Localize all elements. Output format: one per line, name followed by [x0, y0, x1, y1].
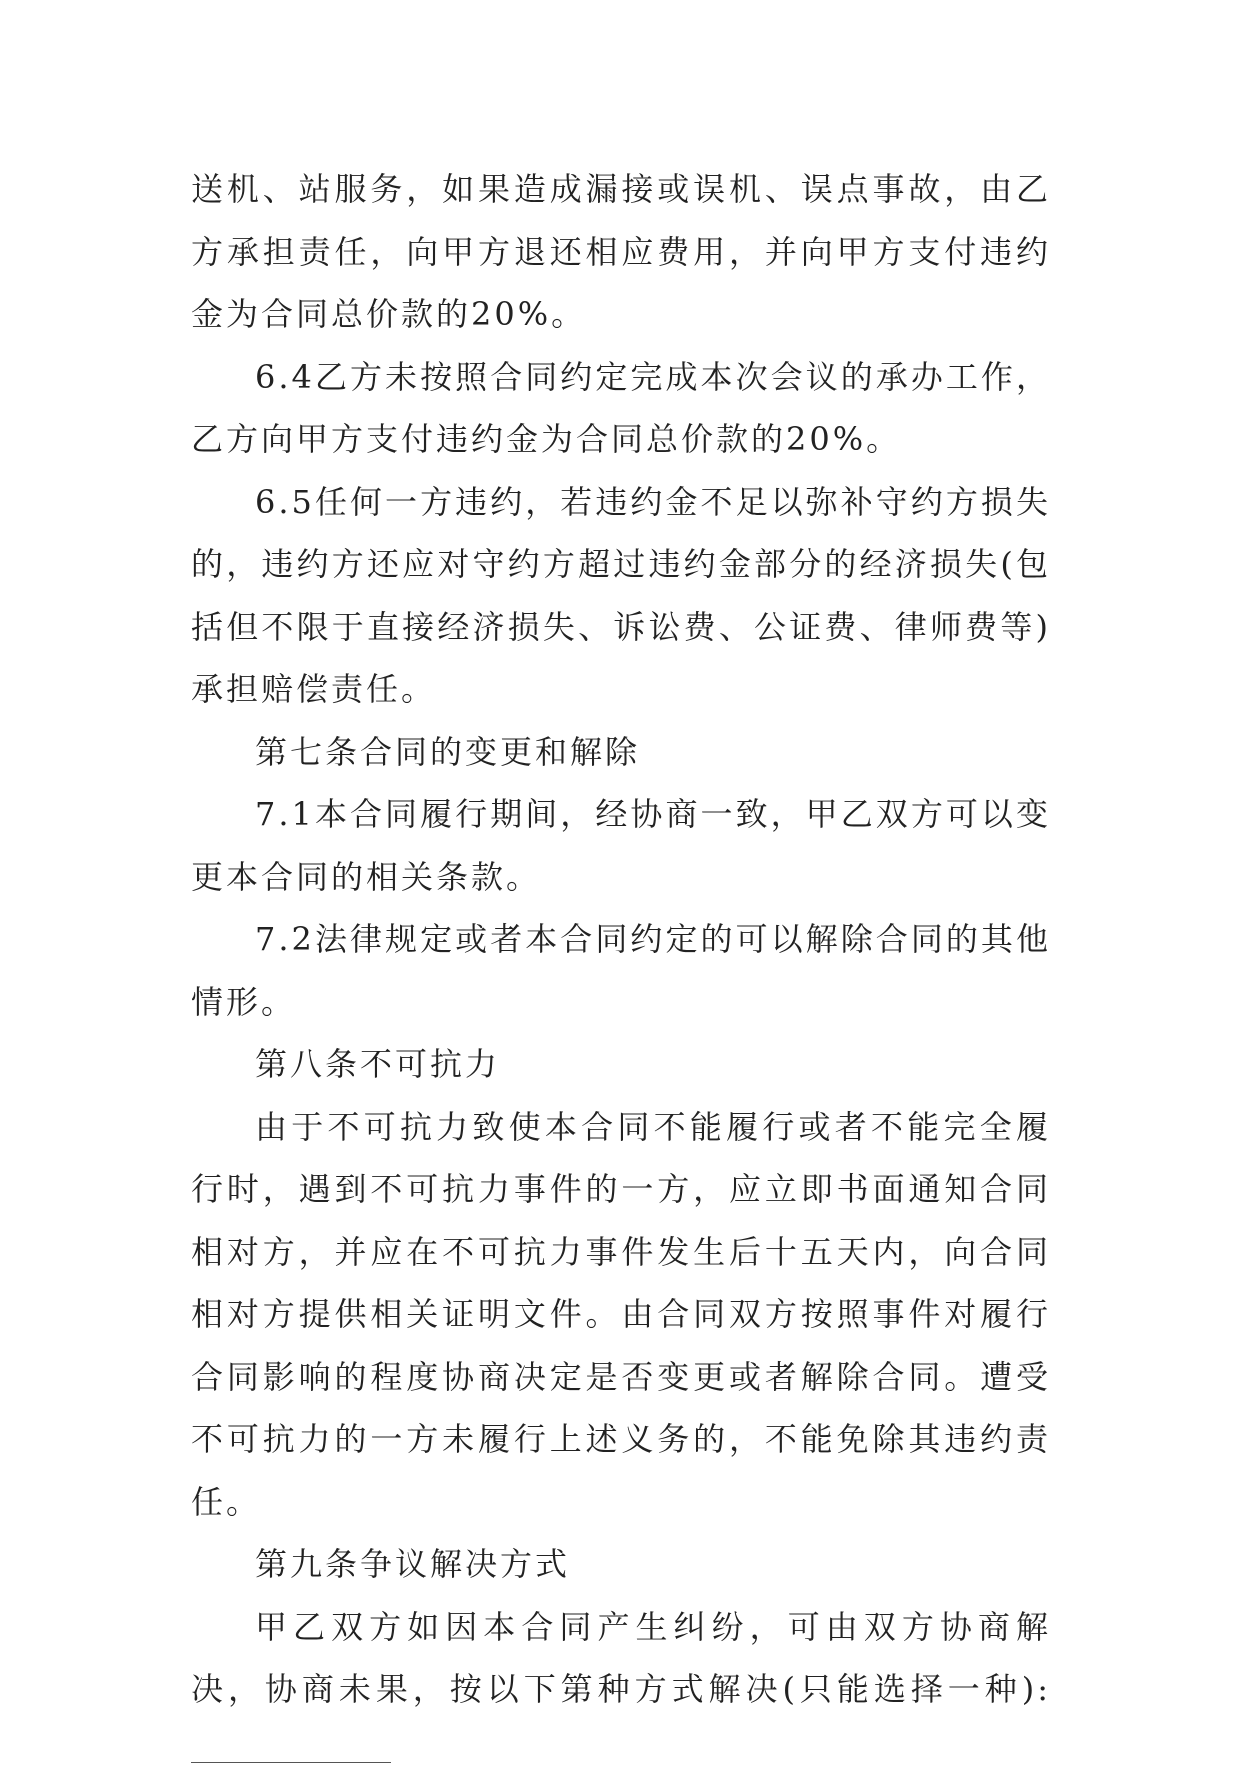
article-8-heading: 第八条不可抗力 — [191, 1033, 1051, 1096]
fill-in-blank-line[interactable] — [191, 1736, 391, 1763]
clause-6-5: 6.5任何一方违约，若违约金不足以弥补守约方损失的，违约方还应对守约方超过违约金部分的经济损失(包括但不限于直接经济损失、诉讼费、公证费、律师费等)承担赔偿责任。 — [191, 471, 1051, 721]
clause-6-4: 6.4乙方未按照合同约定完成本次会议的承办工作，乙方向甲方支付违约金为合同总价款的20%。 — [191, 346, 1051, 471]
document-body — [191, 158, 1051, 1783]
force-majeure-paragraph: 由于不可抗力致使本合同不能履行或者不能完全履行时，遇到不可抗力事件的一方，应立即书面通知合同相对方，并应在不可抗力事件发生后十五天内，向合同相对方提供相关证明文件。由合同双方按照事件对履行合同影响的程度协商决定是否变更或者解除合同。遭受不可抗力的一方未履行上述义务的，不能免除其违约责任。 — [191, 1096, 1051, 1534]
paragraph-6-3-continuation: 送机、站服务，如果造成漏接或误机、误点事故，由乙方承担责任，向甲方退还相应费用，并向甲方支付违约金为合同总价款的20%。 — [191, 158, 1051, 346]
clause-7-2: 7.2法律规定或者本合同约定的可以解除合同的其他情形。 — [191, 908, 1051, 1033]
dispute-resolution-paragraph — [191, 1596, 1051, 1783]
article-9-heading: 第九条争议解决方式 — [191, 1533, 1051, 1596]
article-7-heading: 第七条合同的变更和解除 — [191, 721, 1051, 784]
dispute-resolution-text: 甲乙双方如因本合同产生纠纷，可由双方协商解决，协商未果，按以下第种方式解决(只能选择一种): — [191, 1608, 1051, 1709]
clause-7-1: 7.1本合同履行期间，经协商一致，甲乙双方可以变更本合同的相关条款。 — [191, 783, 1051, 908]
